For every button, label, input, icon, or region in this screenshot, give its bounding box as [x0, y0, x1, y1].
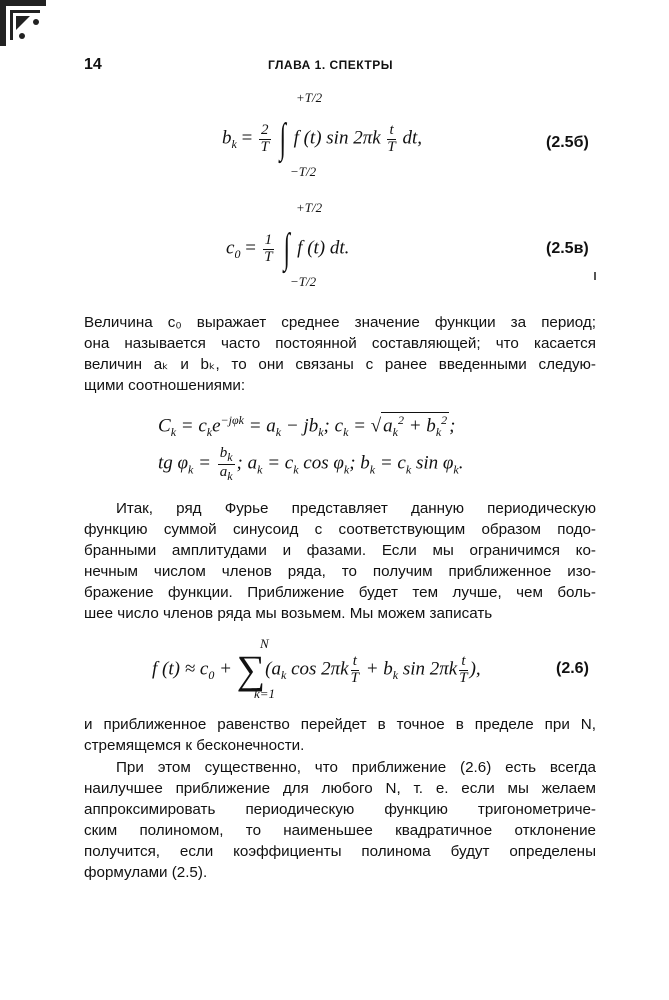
math-subscript: k [227, 450, 233, 464]
math-subscript: k [453, 462, 459, 477]
math-superscript: −jφk [220, 413, 244, 427]
math-subscript: k [227, 468, 233, 483]
text-line: стремящемся к бесконечности. [84, 737, 305, 754]
equation-b-k [0, 88, 669, 188]
summation-sign-icon: ∑ [236, 647, 266, 692]
fraction-t-over-T [459, 654, 467, 687]
integral-upper-limit: +T/2 [296, 200, 323, 215]
text-line: наилучшее приближение для любого N, т. е. если мы желаем [84, 780, 596, 797]
fraction-coefficient [259, 123, 271, 156]
lhs-subscript: k [231, 137, 237, 152]
math-subscript: k [343, 462, 350, 477]
math-text: = c [375, 452, 406, 474]
text-line: Величина c₀ выражает среднее значение функции за период; [84, 314, 596, 331]
fraction-numerator: b [219, 445, 228, 461]
math-text: ), [469, 658, 481, 680]
math-text: . [458, 452, 464, 474]
fraction-numerator: 1 [264, 231, 273, 248]
math-subscript: k [170, 425, 177, 440]
differential: dt, [402, 127, 423, 149]
integral-lower-limit: −T/2 [290, 164, 317, 179]
math-text: ; c [323, 415, 344, 437]
text-line: она называется часто постоянной составляющей; что касается [84, 335, 596, 352]
text-line: функцию суммой синусоид с соответствующим образом подо- [84, 521, 596, 538]
math-subscript: k [257, 462, 263, 477]
fraction-denominator: T [459, 669, 468, 686]
integral-upper-limit: +T/2 [296, 90, 323, 105]
math-subscript: k [188, 462, 194, 477]
math-subscript: k [318, 425, 324, 440]
math-subscript: k [275, 425, 282, 440]
math-text: sin φ [411, 452, 454, 474]
equation-c-0 [0, 198, 669, 298]
sqrt-sign-icon: √ [370, 415, 382, 437]
fraction-numerator: t [351, 654, 359, 671]
math-text: sin 2πk [398, 658, 458, 680]
paragraph-1 [84, 312, 596, 396]
math-superscript: 2 [441, 413, 448, 427]
math-text: = [193, 452, 216, 474]
text-line: При этом существенно, что приближение (2.6) есть всегда [116, 759, 596, 776]
sqrt-radicand [381, 412, 449, 440]
equation-phase-relations [158, 446, 463, 482]
text-line: формулами (2.5). [84, 864, 208, 881]
math-text: e [212, 415, 221, 437]
equals-sign: = [241, 127, 253, 149]
text-line: и приближенное равенство перейдет в точное в пределе при N, [84, 716, 596, 733]
math-text: = c [176, 415, 207, 437]
integral-sign-icon: ∫ [283, 226, 290, 272]
math-text: + [214, 658, 237, 680]
math-text: (a [265, 658, 281, 680]
text-line: получится, если коэффициенты полинома будут определены [84, 843, 596, 860]
math-subscript: k [369, 462, 376, 477]
text-line: шее число членов ряда мы возьмем. Мы можем записать [84, 605, 493, 622]
text-line: ским полиномом, то наименьшее квадратичное отклонение [84, 822, 596, 839]
fraction-b-over-a [218, 446, 235, 482]
fraction-numerator: t [387, 123, 395, 140]
equation-number: (2.6) [556, 660, 589, 677]
fraction-denominator: T [264, 248, 273, 265]
paragraph-3 [84, 714, 596, 756]
equation-complex-coefficient [158, 412, 455, 440]
text-line: величин aₖ и bₖ, то они связаны с ранее введенными следую- [84, 356, 596, 373]
lhs-subscript: 0 [234, 247, 241, 262]
math-text: cos φ [298, 452, 344, 474]
text-line: бранными амплитудами и фазами. Если мы ограничимся ко- [84, 542, 596, 559]
fraction-denominator: a [219, 463, 228, 480]
text-line: нечным числом членов ряда, то получим приближенное изо- [84, 563, 596, 580]
math-text: tg φ [158, 452, 189, 474]
math-text: cos 2πk [286, 658, 349, 680]
math-text: C [158, 415, 171, 437]
fraction-denominator: T [260, 138, 269, 155]
equals-sign: = [245, 237, 256, 259]
math-text: − jb [281, 415, 319, 437]
page-header [0, 56, 669, 76]
math-text: = c [262, 452, 294, 474]
fraction-t-over-T [387, 123, 395, 156]
math-superscript: 2 [397, 413, 404, 427]
text-line: щими соотношениями: [84, 377, 246, 394]
fraction-numerator: t [459, 654, 467, 671]
fraction-denominator: T [387, 138, 396, 155]
running-head: ГЛАВА 1. СПЕКТРЫ [268, 58, 393, 72]
integrand: f (t) sin 2πk [293, 127, 381, 149]
integral-sign-icon: ∫ [279, 116, 287, 162]
paragraph-4 [84, 757, 596, 883]
math-text: a [383, 415, 393, 437]
math-text: f (t) ≈ c [152, 658, 209, 680]
math-text: + b [403, 415, 436, 437]
math-text: ; [449, 415, 456, 437]
lhs-symbol: b [222, 127, 232, 149]
math-text: + b [360, 658, 393, 680]
equation-fourier-approximation [0, 636, 669, 706]
math-text: ; b [349, 452, 370, 474]
math-subscript: k [281, 668, 287, 683]
math-subscript: 0 [208, 668, 215, 683]
lhs-symbol: c [226, 237, 235, 259]
math-subscript: k [392, 668, 399, 683]
integral-lower-limit: −T/2 [290, 274, 317, 289]
math-subscript: k [392, 425, 398, 440]
math-text: ; a [236, 452, 258, 474]
paragraph-2 [84, 498, 596, 624]
math-text: = [348, 415, 371, 437]
math-subscript: k [343, 425, 349, 440]
math-text: = a [243, 415, 276, 437]
math-subscript: k [293, 462, 299, 477]
fraction-t-over-T [351, 654, 359, 687]
page-number: 14 [84, 56, 102, 73]
math-subscript: k [435, 425, 442, 440]
fraction-coefficient [263, 233, 275, 266]
equation-number: (2.5б) [546, 134, 589, 151]
text-line: Итак, ряд Фурье представляет данную периодическую [116, 500, 596, 517]
math-subscript: k [206, 425, 213, 440]
sum-upper-limit: N [260, 636, 269, 651]
text-line: бражение функции. Приближение будет тем лучше, чем боль- [84, 584, 596, 601]
scan-speck [594, 272, 596, 280]
fraction-denominator: T [350, 669, 359, 686]
equation-number: (2.5в) [546, 240, 589, 257]
sum-lower-limit: k=1 [254, 686, 276, 701]
fraction-numerator: 2 [261, 121, 269, 138]
math-subscript: k [405, 462, 412, 477]
integrand: f (t) dt. [297, 237, 350, 259]
text-line: аппроксимировать периодическую функцию тригонометриче- [84, 801, 596, 818]
corner-ornament-icon [0, 0, 48, 48]
